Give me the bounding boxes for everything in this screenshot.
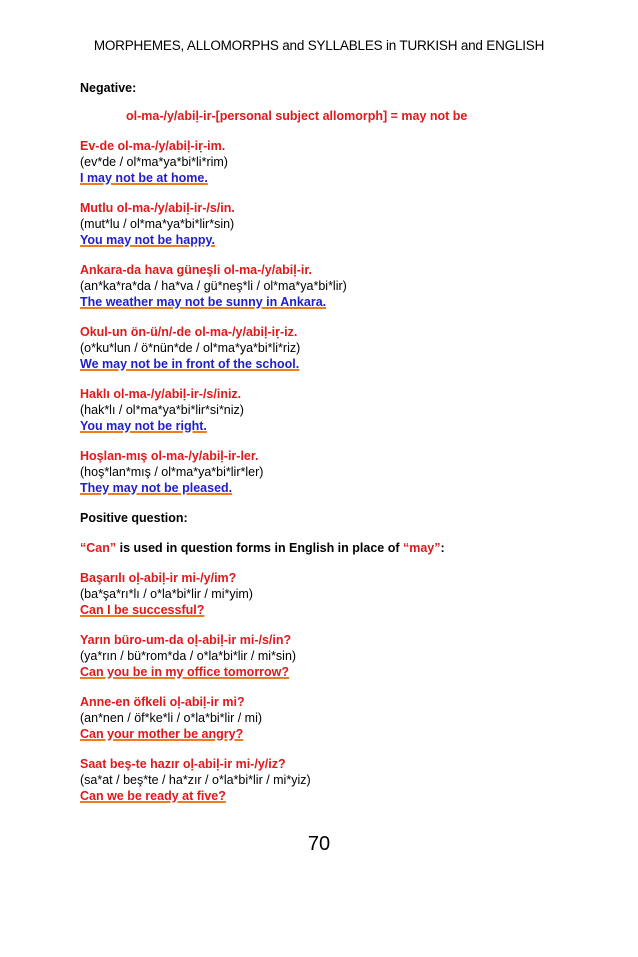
can-word: “Can”	[80, 541, 117, 555]
turkish-sentence: Ev-de ol-ma-/y/abiḷ-iṛ-im.	[80, 139, 226, 153]
syllable-breakdown: (hak*lı / ol*ma*ya*bi*lir*si*niz)	[80, 403, 244, 417]
english-translation: I may not be at home.	[80, 171, 208, 185]
negative-example	[80, 324, 560, 372]
positive-question-heading: Positive question:	[80, 511, 188, 525]
turkish-sentence: Haklı ol-ma-/y/abiḷ-ir-/s/iniz.	[80, 387, 242, 401]
turkish-sentence: Mutlu ol-ma-/y/abiḷ-ir-/s/in.	[80, 201, 235, 215]
may-word: “may”	[402, 541, 441, 555]
negative-example	[80, 386, 560, 434]
formula-text: ol-ma-/y/abiḷ-ir-[personal subject allomorph] = may not be	[126, 109, 468, 123]
negative-example	[80, 200, 560, 248]
english-translation: You may not be happy.	[80, 233, 215, 247]
syllable-breakdown: (an*nen / öf*ke*li / o*la*bi*lir / mi)	[80, 711, 263, 725]
negative-formula	[80, 108, 560, 124]
english-translation: The weather may not be sunny in Ankara.	[80, 295, 327, 309]
question-example	[80, 694, 560, 742]
syllable-breakdown: (ev*de / ol*ma*ya*bi*li*rim)	[80, 155, 228, 169]
turkish-sentence: Anne-en öfkeli oḷ-abiḷ-ir mi?	[80, 695, 245, 709]
can-note-end: :	[440, 541, 445, 555]
turkish-sentence: Saat beş-te hazır oḷ-abiḷ-ir mi-/y/iz?	[80, 757, 286, 771]
syllable-breakdown: (o*ku*lun / ö*nün*de / ol*ma*ya*bi*li*riz)	[80, 341, 301, 355]
turkish-sentence: Yarın büro-um-da oḷ-abiḷ-ir mi-/s/in?	[80, 633, 292, 647]
page-number: 70	[307, 833, 331, 855]
syllable-breakdown: (ba*şa*rı*lı / o*la*bi*lir / mi*yim)	[80, 587, 253, 601]
turkish-sentence: Başarılı oḷ-abiḷ-ir mi-/y/im?	[80, 571, 237, 585]
page-content	[80, 80, 560, 818]
syllable-breakdown: (mut*lu / ol*ma*ya*bi*lir*sin)	[80, 217, 235, 231]
turkish-sentence: Ankara-da hava güneşli ol-ma-/y/abiḷ-ir.	[80, 263, 313, 277]
negative-example	[80, 448, 560, 496]
negative-example	[80, 262, 560, 310]
english-translation: Can your mother be angry?	[80, 727, 244, 741]
negative-example	[80, 138, 560, 186]
english-translation: We may not be in front of the school.	[80, 357, 300, 371]
can-note-middle: is used in question forms in English in place of	[116, 541, 403, 555]
english-translation: You may not be right.	[80, 419, 207, 433]
question-example	[80, 632, 560, 680]
can-note	[80, 540, 560, 556]
question-example	[80, 756, 560, 804]
turkish-sentence: Hoşlan-mış ol-ma-/y/abiḷ-ir-ler.	[80, 449, 259, 463]
english-translation: Can we be ready at five?	[80, 789, 226, 803]
english-translation: Can you be in my office tomorrow?	[80, 665, 290, 679]
negative-examples	[80, 138, 560, 510]
english-translation: Can I be successful?	[80, 603, 205, 617]
syllable-breakdown: (hoş*lan*mış / ol*ma*ya*bi*lir*ler)	[80, 465, 264, 479]
syllable-breakdown: (ya*rın / bü*rom*da / o*la*bi*lir / mi*sin)	[80, 649, 297, 663]
running-header: MORPHEMES, ALLOMORPHS and SYLLABLES in TURKISH and ENGLISH	[93, 38, 545, 53]
question-example	[80, 570, 560, 618]
english-translation: They may not be pleased.	[80, 481, 233, 495]
syllable-breakdown: (an*ka*ra*da / ha*va / gü*neş*li / ol*ma*ya*bi*lir)	[80, 279, 347, 293]
negative-heading: Negative:	[80, 81, 137, 95]
turkish-sentence: Okul-un ön-ü/n/-de ol-ma-/y/abiḷ-iṛ-iz.	[80, 325, 298, 339]
syllable-breakdown: (sa*at / beş*te / ha*zır / o*la*bi*lir / mi*yiz)	[80, 773, 311, 787]
question-examples	[80, 570, 560, 818]
